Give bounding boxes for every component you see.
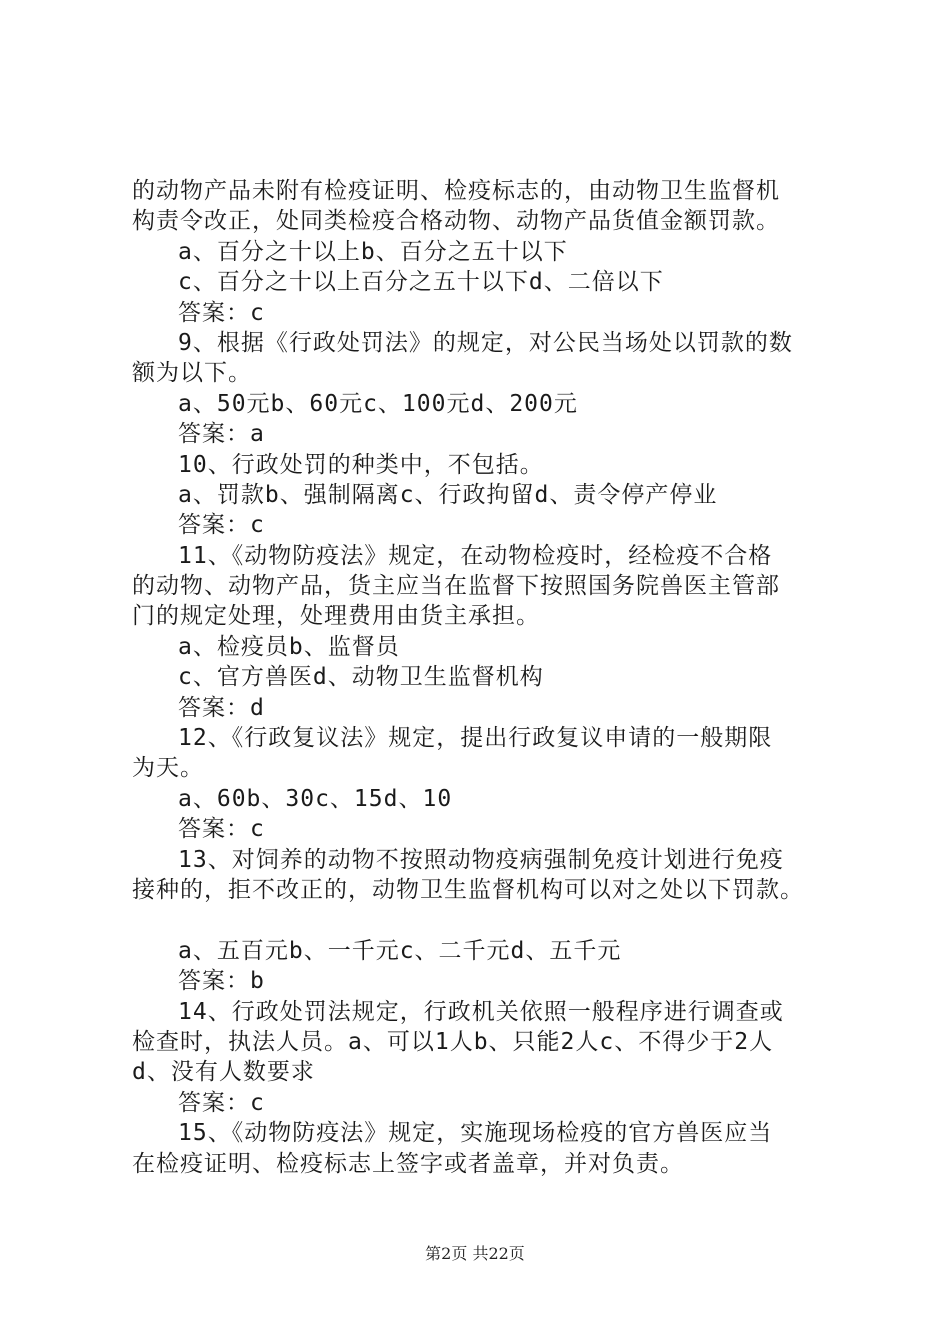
text-line: 构责令改正，处同类检疫合格动物、动物产品货值金额罚款。 — [132, 208, 780, 235]
document-body — [132, 176, 852, 1179]
blank-line — [132, 905, 852, 935]
text-line: 13、对饲养的动物不按照动物疫病强制免疫计划进行免疫 — [178, 846, 784, 873]
text-line: d、没有人数要求 — [132, 1059, 315, 1086]
text-line: a、罚款b、强制隔离c、行政拘留d、责令停产停业 — [178, 481, 718, 508]
text-line: a、百分之十以上b、百分之五十以下 — [178, 238, 568, 265]
text-line: 接种的，拒不改正的，动物卫生监督机构可以对之处以下罚款。 — [132, 876, 804, 903]
text-line: 答案：c — [178, 1089, 265, 1116]
page-footer: 第2页 共22页 — [425, 1244, 525, 1263]
text-line: 的动物、动物产品，货主应当在监督下按照国务院兽医主管部 — [132, 573, 780, 600]
text-line: 答案：c — [178, 299, 265, 326]
text-line: a、五百元b、一千元c、二千元d、五千元 — [178, 937, 622, 964]
text-line: 9、根据《行政处罚法》的规定，对公民当场处以罚款的数 — [178, 329, 793, 356]
text-line: c、百分之十以上百分之五十以下d、二倍以下 — [178, 269, 664, 296]
text-line: a、检疫员b、监督员 — [178, 633, 400, 660]
text-line: 答案：a — [178, 421, 265, 448]
text-line: 在检疫证明、检疫标志上签字或者盖章，并对负责。 — [132, 1150, 684, 1177]
text-line: c、官方兽医d、动物卫生监督机构 — [178, 664, 544, 691]
text-line: 额为以下。 — [132, 360, 252, 387]
text-line: 12、《行政复议法》规定，提出行政复议申请的一般期限 — [178, 725, 773, 752]
text-line: 11、《动物防疫法》规定，在动物检疫时，经检疫不合格 — [178, 542, 773, 569]
text-line: 答案：d — [178, 694, 265, 721]
text-line: 答案：b — [178, 968, 265, 995]
text-line: 答案：c — [178, 816, 265, 843]
text-line: 10、行政处罚的种类中，不包括。 — [178, 451, 544, 478]
text-line: a、60b、30c、15d、10 — [178, 785, 453, 812]
text-line: 为天。 — [132, 755, 204, 782]
text-line: 15、《动物防疫法》规定，实施现场检疫的官方兽医应当 — [178, 1120, 773, 1147]
text-line: 门的规定处理，处理费用由货主承担。 — [132, 603, 540, 630]
text-line: a、50元b、60元c、100元d、200元 — [178, 390, 578, 417]
text-line: 的动物产品未附有检疫证明、检疫标志的，由动物卫生监督机 — [132, 178, 780, 204]
text-line: 答案：c — [178, 512, 265, 539]
text-line: 检查时，执法人员。a、可以1人b、只能2人c、不得少于2人 — [132, 1028, 774, 1055]
text-line: 14、行政处罚法规定，行政机关依照一般程序进行调查或 — [178, 998, 784, 1025]
